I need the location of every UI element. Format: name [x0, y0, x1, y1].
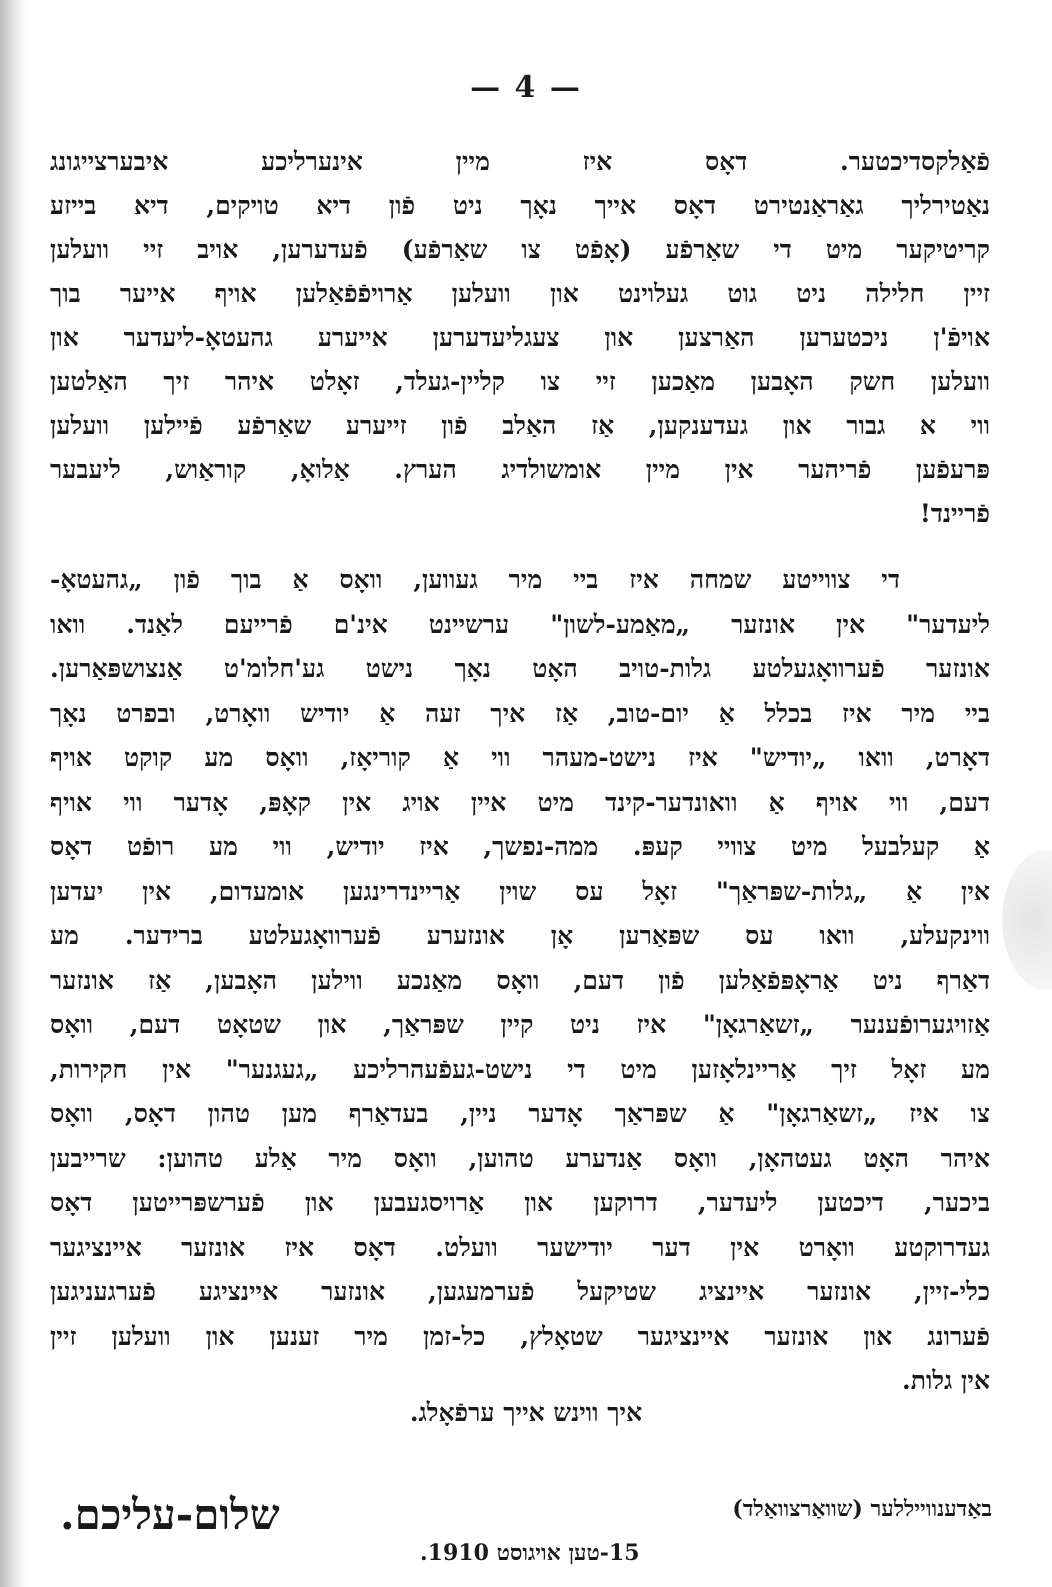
text-line: כלי-זיין, אונזער איינציג שטיקעל פֿערמעגען, אונזער איינציגע פֿערגעניגען	[50, 1277, 990, 1306]
text-line: אונזער פֿערוואָגעלטע גלות-טויב האָט נאָך נישט גע'חלומ'ט אַנצושפּאַרען.	[50, 654, 990, 683]
text-line: זיין חלילה ניט גוט געלוינט און וועלען אַרויפֿפֿאַלען אויף אייער בוך	[50, 279, 990, 308]
text-line: פֿאַלקסדיכטער. דאָס איז מיין אינערליכע איבערצייגונג	[50, 147, 990, 176]
page-number: — 4 —	[470, 70, 582, 105]
closing-line: איך ווינש אייך ערפֿאָלג.	[409, 1398, 643, 1427]
text-line: ביי מיר איז בכלל אַ יום-טוב, אַז איך זעה אַ יודיש וואָרט, ובפרט נאָך	[50, 698, 990, 728]
text-line: ביכער, דיכטען ליעדער, דרוקען און אַרויסגעבען און פֿערשפּרייטען דאָס	[50, 1188, 990, 1217]
text-line: אַ קעלבעל מיט צוויי קעפּ. ממה-נפשך, איז יודיש, ווי מע רופֿט דאָס	[50, 832, 990, 861]
text-line: נאַטירליך גאַראַנטירט דאָס אייך נאָך ניט פֿון דיא טויקים, דיא בייזע	[50, 191, 990, 220]
text-line: ליעדער" אין אונזער „מאַמע-לשון" ערשיינט אינ'ם פֿרייעם לאַנד. וואו	[50, 609, 990, 639]
text-line: דעם, ווי אויף אַ וואונדער-קינד מיט איין אויג אין קאָפּ, אָדער ווי אויף	[50, 787, 990, 817]
paragraph-1	[50, 140, 990, 536]
text-line: פּרעפֿען פֿריהער אין מיין אומשולדיג הערץ. אַלואָ, קוראַוש, ליעבער	[50, 455, 990, 484]
paragraph-2	[50, 558, 990, 1404]
letter-place: באַדענווייללער (שוואַרצוואַלד)	[732, 1496, 992, 1522]
text-line: פֿריינד!	[919, 499, 990, 528]
letter-date: 15-טען אויגוסט 1910.	[420, 1540, 640, 1566]
page-edge-shadow	[1002, 850, 1052, 990]
text-line: אין אַ „גלות-שפּראַך" זאָל עס שוין אַריינדרינגען אומעדום, אין יעדען	[50, 876, 990, 906]
text-line: אויפֿ'ן ניכטערען האַרצען און צעגליעדערען אייערע גהעטאָ-ליעדער און	[50, 323, 990, 352]
text-line: אַזויגערופֿענער „זשאַרגאָן" איז ניט קיין שפּראַך, און שטאָט דעם, וואָס	[50, 1010, 990, 1039]
text-line: געדרוקטע וואָרט אין דער יודישער וועלט. דאָס איז אונזער איינציגער	[50, 1232, 990, 1262]
text-line: די צווייטע שמחה איז ביי מיר געווען, וואָס אַ בוך פֿון „גהעטאָ-	[50, 565, 900, 594]
signature: שלום-עליכם.	[60, 1490, 280, 1539]
text-line: דאָרט, וואו „יודיש" איז נישט-מעהר ווי אַ קוריאָז, וואָס מע קוקט אויף	[50, 743, 990, 772]
text-line: מע זאָל זיך אַריינלאָזען מיט די נישט-געפֿעהרליכע „געגנער" אין חקירות,	[50, 1054, 990, 1084]
text-line: פֿערונג און אונזער איינציגער שטאָלץ, כל-זמן מיר זענען און וועלען זיין	[50, 1321, 990, 1351]
text-line: צו איז „זשאַרגאָן" אַ שפּראַך אָדער ניין, בעדאַרף מען טהון דאָס, וואָס	[50, 1099, 990, 1128]
text-line: וועלען חשק האָבען מאַכען זיי צו קליין-געלד, זאָלט איהר זיך האַלטען	[50, 367, 990, 396]
text-line: דאַרף ניט אַראָפּפֿאַלען פֿון דעם, וואָס מאַנכע ווילען האָבען, אַז אונזער	[50, 965, 990, 995]
text-line: קריטיקער מיט די שאַרפֿע (אָפֿט צו שאַרפֿע) פֿעדערען, אויב זיי וועלען	[50, 235, 990, 264]
text-line: איהר האָט געטהאָן, וואָס אַנדערע טהוען, וואָס מיר אַלע טהוען: שרייבען	[50, 1143, 990, 1173]
text-line: ווי א גבור און געדענקען, אַז האַלב פֿון זייערע שאַרפֿע פֿיילען וועלען	[50, 411, 990, 440]
page-binding-shadow	[0, 0, 26, 1587]
text-line: אין גלות.	[902, 1366, 990, 1395]
text-line: ווינקעלע, וואו עס שפּאַרען אָן אונזערע פֿערוואָגעלטע ברידער. מע	[50, 921, 990, 950]
